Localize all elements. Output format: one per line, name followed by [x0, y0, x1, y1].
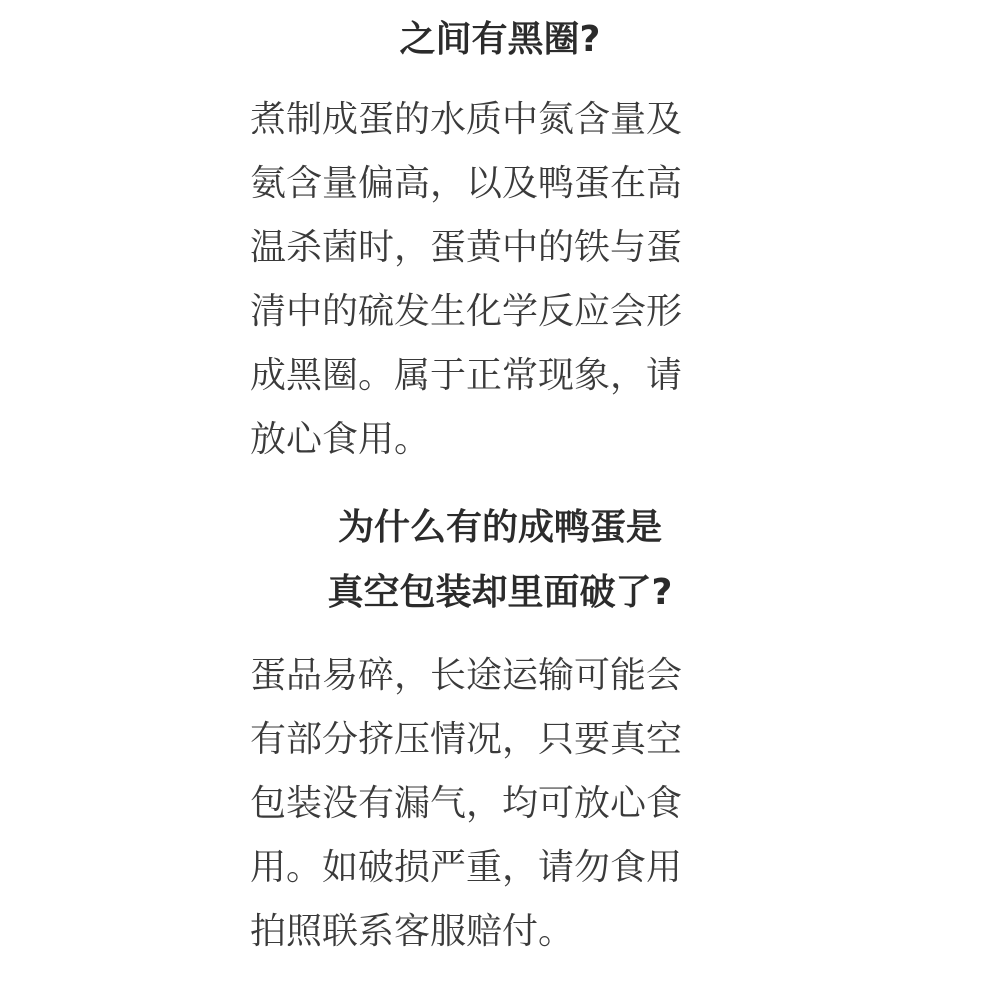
paragraph-line: 用。如破损严重，请勿食用: [250, 847, 683, 888]
paragraph-line: 蛋品易碎，长途运输可能会: [250, 655, 683, 696]
section2-paragraph: [250, 644, 770, 964]
section2-heading-line-2: 真空包装却里面破了?: [327, 572, 673, 613]
paragraph-line: 温杀菌时，蛋黄中的铁与蛋: [250, 227, 683, 268]
paragraph-line: 拍照联系客服赔付。: [250, 911, 575, 952]
paragraph-line: 煮制成蛋的水质中氮含量及: [250, 99, 683, 140]
paragraph-line: 有部分挤压情况，只要真空: [250, 719, 683, 760]
paragraph-line: 清中的硫发生化学反应会形: [250, 291, 683, 332]
paragraph-line: 放心食用。: [250, 419, 431, 460]
paragraph-line: 包装没有漏气，均可放心食: [250, 783, 683, 824]
section1-heading: 之间有黑圈?: [399, 19, 601, 60]
paragraph-line: 氨含量偏高，以及鸭蛋在高: [250, 163, 683, 204]
section2-heading-line-1: 为什么有的成鸭蛋是: [337, 507, 662, 548]
section1-paragraph: [250, 88, 770, 472]
paragraph-line: 成黑圈。属于正常现象，请: [250, 355, 683, 396]
